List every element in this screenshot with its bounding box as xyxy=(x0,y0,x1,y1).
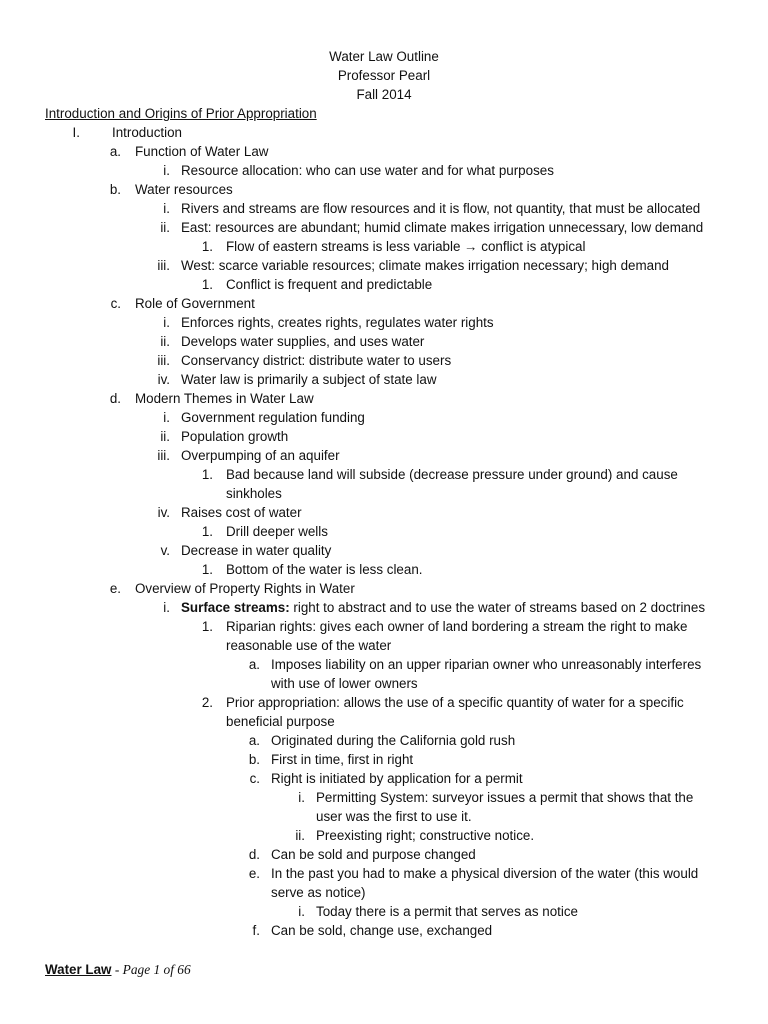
outline-marker: 1. xyxy=(201,277,213,292)
outline-marker: ii. xyxy=(160,429,170,444)
outline-marker: b. xyxy=(109,182,121,197)
outline-marker: i. xyxy=(298,904,305,919)
outline-marker: ii. xyxy=(160,334,170,349)
outline-text: Originated during the California gold rush xyxy=(271,733,516,748)
outline-text: Introduction xyxy=(112,125,182,140)
outline-text: Permitting System: surveyor issues a permit that shows that the xyxy=(316,790,694,805)
outline-marker: a. xyxy=(248,657,260,672)
outline-marker: iii. xyxy=(157,258,170,273)
outline-text: Water law is primarily a subject of state law xyxy=(181,372,437,387)
outline-text: Modern Themes in Water Law xyxy=(135,391,314,406)
outline-text: Imposes liability on an upper riparian owner who unreasonably interferes xyxy=(271,657,702,672)
outline-text: Population growth xyxy=(181,429,289,444)
outline-text-rest: right to abstract and to use the water of streams based on 2 doctrines xyxy=(289,600,706,615)
outline-marker: v. xyxy=(160,543,170,558)
outline-marker: 1. xyxy=(201,562,213,577)
outline-marker: i. xyxy=(298,790,305,805)
outline-marker: i. xyxy=(163,600,170,615)
outline-text: beneficial purpose xyxy=(226,714,335,729)
outline-text: Enforces rights, creates rights, regulates water rights xyxy=(181,315,494,330)
outline-text: Right is initiated by application for a permit xyxy=(271,771,523,786)
outline-marker: 1. xyxy=(201,524,213,539)
outline-text: Overview of Property Rights in Water xyxy=(135,581,355,596)
outline-marker: ii. xyxy=(160,220,170,235)
outline-marker: d. xyxy=(109,391,121,406)
outline-text: Function of Water Law xyxy=(135,144,269,159)
outline-text: In the past you had to make a physical diversion of the water (this would xyxy=(271,866,699,881)
outline-text: West: scarce variable resources; climate makes irrigation necessary; high demand xyxy=(181,258,669,273)
outline-text: Flow of eastern streams is less variable → conflict is atypical xyxy=(226,239,586,254)
outline-text: Overpumping of an aquifer xyxy=(181,448,340,463)
outline-text: Can be sold and purpose changed xyxy=(271,847,476,862)
term: Fall 2014 xyxy=(356,87,412,102)
outline-marker: 1. xyxy=(201,467,213,482)
outline-text: sinkholes xyxy=(226,486,282,501)
outline-text: Bottom of the water is less clean. xyxy=(226,562,423,577)
outline-text: Drill deeper wells xyxy=(226,524,328,539)
professor-name: Professor Pearl xyxy=(337,68,431,83)
outline-marker: iv. xyxy=(157,505,170,520)
outline-text: Raises cost of water xyxy=(181,505,302,520)
outline-marker: iii. xyxy=(157,448,170,463)
outline-text: Water resources xyxy=(135,182,233,197)
outline-marker: d. xyxy=(248,847,260,862)
outline-text: Prior appropriation: allows the use of a specific quantity of water for a specific xyxy=(226,695,684,710)
outline-marker: f. xyxy=(252,923,260,938)
outline-marker: i. xyxy=(163,201,170,216)
outline-marker: 2. xyxy=(201,695,213,710)
outline-text: reasonable use of the water xyxy=(226,638,392,653)
outline-marker: a. xyxy=(248,733,260,748)
outline-marker: a. xyxy=(109,144,121,159)
outline-marker: I. xyxy=(72,125,80,140)
outline-text: Can be sold, change use, exchanged xyxy=(271,923,493,938)
outline-text: user was the first to use it. xyxy=(316,809,472,824)
outline-text: Riparian rights: gives each owner of land bordering a stream the right to make xyxy=(226,619,688,634)
outline-text: Conservancy district: distribute water to users xyxy=(181,353,452,368)
outline-marker: e. xyxy=(248,866,260,881)
outline-marker: iii. xyxy=(157,353,170,368)
outline-text: Resource allocation: who can use water and for what purposes xyxy=(181,163,554,178)
outline-marker: iv. xyxy=(157,372,170,387)
outline-text: Bad because land will subside (decrease pressure under ground) and cause xyxy=(226,467,678,482)
outline-text: serve as notice) xyxy=(271,885,366,900)
footer-title: Water Law xyxy=(45,962,112,977)
outline-text: First in time, first in right xyxy=(271,752,414,767)
outline-text: Develops water supplies, and uses water xyxy=(181,334,425,349)
outline-text: Decrease in water quality xyxy=(181,543,332,558)
document-title: Water Law Outline xyxy=(329,49,439,64)
outline-text: Today there is a permit that serves as notice xyxy=(316,904,578,919)
outline-text: East: resources are abundant; humid climate makes irrigation unnecessary, low demand xyxy=(181,220,704,235)
outline-text: Government regulation funding xyxy=(181,410,365,425)
outline-text: Role of Government xyxy=(135,296,255,311)
outline-marker: 1. xyxy=(201,239,213,254)
outline-text xyxy=(181,598,705,617)
outline-marker: 1. xyxy=(201,619,213,634)
outline-text: Rivers and streams are flow resources and it is flow, not quantity, that must be allocated xyxy=(181,201,701,216)
footer-separator: - xyxy=(111,962,123,977)
outline-bold-term: Surface streams: xyxy=(181,600,290,615)
outline-marker: b. xyxy=(248,752,260,767)
footer-page-number: Page 1 of 66 xyxy=(122,962,191,977)
outline-marker: i. xyxy=(163,410,170,425)
outline-text: Preexisting right; constructive notice. xyxy=(316,828,535,843)
outline-marker: c. xyxy=(110,296,121,311)
outline-marker: ii. xyxy=(295,828,305,843)
outline-text: Conflict is frequent and predictable xyxy=(226,277,433,292)
page-footer xyxy=(45,960,191,979)
outline-marker: e. xyxy=(109,581,121,596)
outline-marker: i. xyxy=(163,315,170,330)
outline-text: with use of lower owners xyxy=(271,676,418,691)
outline-marker: c. xyxy=(249,771,260,786)
outline-marker: i. xyxy=(163,163,170,178)
section-heading: Introduction and Origins of Prior Appropriation xyxy=(45,106,317,121)
